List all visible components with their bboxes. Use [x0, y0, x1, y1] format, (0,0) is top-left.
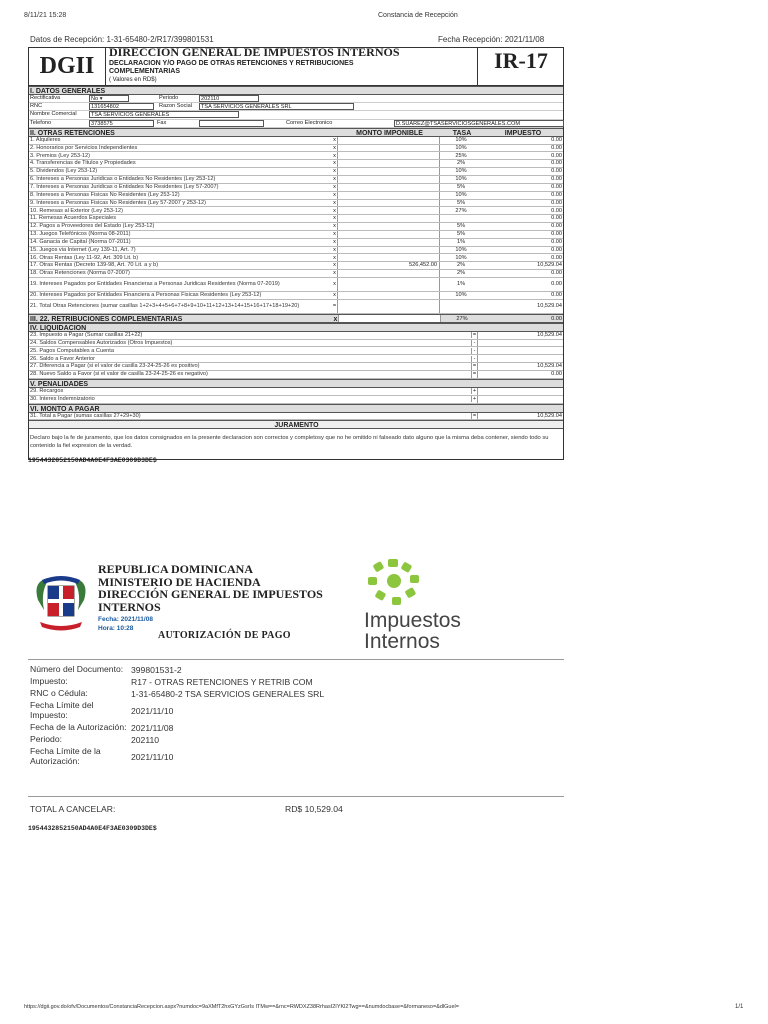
auth-row — [28, 746, 324, 768]
section-retribuciones — [29, 314, 563, 323]
auth-row — [28, 722, 324, 734]
retencion-row — [29, 200, 563, 208]
retencion-tasa: 1% — [456, 281, 466, 288]
retencion-monto[interactable] — [337, 145, 440, 152]
row-nombre-comercial — [29, 111, 563, 119]
retencion-monto[interactable] — [337, 215, 440, 222]
auth-line2: MINISTERIO DE HACIENDA — [98, 574, 261, 589]
retencion-desc: 3. Premios (Ley 253-12) — [30, 152, 91, 159]
retencion-operator: x — [333, 168, 336, 175]
retencion-impuesto: 0.00 — [551, 231, 562, 238]
retencion-monto[interactable] — [337, 292, 440, 299]
retencion-row — [29, 239, 563, 247]
retencion-monto[interactable] — [337, 231, 440, 238]
retencion-tasa: 10% — [455, 191, 467, 198]
retencion-desc: 8. Intereses a Personas Fisicas No Residentes (Ley 253-12) — [30, 191, 180, 198]
retencion-monto[interactable] — [337, 247, 440, 254]
retencion-impuesto: 0.00 — [551, 144, 562, 151]
retencion-monto[interactable] — [337, 223, 440, 230]
total-label: TOTAL A CANCELAR: — [30, 804, 116, 814]
auth-value: 399801531-2 — [131, 665, 182, 675]
penalidades-row — [29, 396, 563, 404]
retencion-impuesto: 0.00 — [551, 176, 562, 183]
retencion-desc: 17. Otras Rentas (Decreto 139-98, Art. 70 Lit. a y b) — [30, 262, 159, 269]
liquidacion-value[interactable]: 10,529.04 — [477, 363, 563, 370]
retencion-row — [29, 160, 563, 168]
retencion-operator: x — [333, 199, 336, 206]
retencion-desc: 21. Total Otras Retenciones (sumar casillas 1+2+3+4+5+6+7+8+9+10+11+12+13+14+15+16+17+18+19+20) — [30, 303, 300, 310]
section-datos-generales: I. DATOS GENERALES — [29, 86, 563, 95]
rnc-label: RNC — [30, 103, 43, 110]
monto-value[interactable]: 10,529.04 — [477, 413, 563, 420]
form-description: DECLARACION Y/O PAGO DE OTRAS RETENCIONES Y RETRIBUCIONES COMPLEMENTARIAS — [109, 60, 354, 75]
retencion-tasa: 10% — [455, 246, 467, 253]
retencion-row — [29, 231, 563, 239]
retencion-desc: 1. Alquileres — [30, 136, 61, 143]
monto-operator: = — [472, 412, 477, 419]
section-penalidades: V. PENALIDADES — [29, 379, 563, 388]
retencion-impuesto: 0.00 — [551, 152, 562, 159]
retencion-impuesto: 0.00 — [551, 199, 562, 206]
retencion-monto[interactable] — [337, 192, 440, 199]
retencion-impuesto: 0.00 — [551, 184, 562, 191]
total-value: RD$ 10,529.04 — [285, 804, 343, 814]
liquidacion-desc: 25. Pagos Computables a Cuenta — [30, 347, 114, 354]
retencion-monto[interactable] — [337, 176, 440, 183]
ir17-form — [28, 47, 564, 460]
retencion-row — [29, 270, 563, 278]
liquidacion-operator: - — [471, 340, 477, 346]
retencion-monto[interactable] — [337, 160, 440, 167]
retencion-tasa: 2% — [456, 160, 466, 167]
retencion-row — [29, 152, 563, 160]
retencion-desc: 12. Pagos a Proveedores del Estado (Ley 253-12) — [30, 223, 155, 230]
retencion-desc: 10. Remesas al Exterior (Ley 253-12) — [30, 207, 123, 214]
retencion-impuesto: 0.00 — [551, 246, 562, 253]
auth-timestamp — [98, 615, 153, 633]
auth-value: 2021/11/10 — [131, 706, 174, 716]
penalidades-value[interactable] — [477, 388, 563, 395]
retencion-impuesto: 0.00 — [551, 270, 562, 277]
liquidacion-row — [29, 332, 563, 340]
retencion-desc: 7. Intereses a Personas Juridicas o Entidades No Residentes (Ley 57-2007) — [30, 184, 219, 191]
valores-note: ( Valores en RD$) — [109, 77, 157, 83]
penalidades-desc: 30. Interes Indemnizatorio — [30, 395, 95, 402]
retencion-operator: x — [333, 246, 336, 253]
retenciones-table — [29, 137, 563, 314]
auth-label: Periodo: — [30, 734, 63, 744]
periodo-field[interactable]: 202110 — [199, 95, 259, 102]
retencion-operator: x — [333, 238, 336, 245]
auth-label: Fecha Límite del Impuesto: — [30, 700, 94, 720]
auth-value: 1-31-65480-2 TSA SERVICIOS GENERALES SRL — [131, 689, 325, 699]
retribuciones-operator: x — [333, 315, 338, 323]
retencion-row — [29, 254, 563, 262]
retencion-desc: 9. Intereses a Personas Fisicas No Residentes (Ley 57-2007 y 253-12) — [30, 199, 206, 206]
logo-text-line2: Internos — [364, 630, 440, 653]
retencion-operator: x — [333, 254, 336, 261]
retencion-impuesto: 10,529.04 — [537, 303, 562, 310]
retencion-operator: x — [333, 231, 336, 238]
telefono-label: Telefono — [30, 119, 52, 126]
auth-label: Impuesto: — [30, 676, 68, 686]
liquidacion-operator: = — [472, 363, 477, 370]
retencion-tasa: 2% — [456, 262, 466, 269]
auth-details — [28, 664, 324, 768]
retencion-tasa: 10% — [455, 168, 467, 175]
retencion-impuesto: 0.00 — [551, 191, 562, 198]
auth-fecha: Fecha: 2021/11/08 — [98, 616, 153, 623]
section-otras-retenciones — [29, 128, 563, 137]
verification-code-1: 1954432852150AD4A0E4F3AE0309D3DE$ — [28, 457, 157, 464]
retencion-tasa: 5% — [456, 199, 466, 206]
retencion-desc: 18. Otras Retenciones (Norma 07-2007) — [30, 270, 130, 277]
liquidacion-value[interactable]: 0.00 — [477, 371, 563, 378]
retencion-tasa: 27% — [455, 207, 467, 214]
retencion-monto[interactable] — [337, 137, 440, 144]
dgii-logo: DGII — [29, 48, 106, 85]
nombre-comercial-field[interactable]: TSA SERVICIOS GENERALES — [89, 111, 239, 118]
retencion-monto[interactable] — [337, 184, 440, 191]
auth-row — [28, 688, 324, 700]
liquidacion-desc: 28. Nuevo Saldo a Favor (si el valor de casilla 23-24-25-26 es negativo) — [30, 371, 208, 378]
total-divider — [28, 796, 564, 797]
retribuciones-monto[interactable] — [338, 315, 441, 322]
penalidades-value[interactable] — [477, 396, 563, 403]
retencion-operator: x — [333, 160, 336, 167]
auth-line1: REPUBLICA DOMINICANA — [98, 562, 254, 576]
retencion-tasa: 5% — [456, 223, 466, 230]
monto-table — [29, 413, 563, 421]
retencion-monto[interactable] — [337, 152, 440, 159]
retencion-monto[interactable] — [337, 239, 440, 246]
org-name: DIRECCION GENERAL DE IMPUESTOS INTERNOS — [109, 45, 400, 59]
auth-row — [28, 676, 324, 688]
monto-row — [29, 413, 563, 421]
liquidacion-row — [29, 371, 563, 379]
col-monto-imponible: MONTO IMPONIBLE — [356, 129, 423, 137]
auth-label: RNC o Cédula: — [30, 688, 88, 698]
rectificativa-label: Rectificativa — [30, 95, 61, 101]
retencion-monto[interactable] — [337, 278, 440, 291]
liquidacion-desc: 27. Diferencia a Pagar (si el valor de casilla 23-24-25-26 es positivo) — [30, 363, 200, 370]
print-title: Constancia de Recepción — [378, 12, 458, 19]
retencion-operator: x — [333, 184, 336, 191]
retencion-impuesto: 0.00 — [551, 168, 562, 175]
auth-line4: INTERNOS — [98, 599, 161, 614]
liquidacion-value[interactable]: 10,529.04 — [477, 332, 563, 339]
auth-value: R17 - OTRAS RETENCIONES Y RETRIB COM — [131, 677, 313, 687]
retencion-operator: x — [333, 281, 336, 288]
retencion-operator: x — [333, 292, 336, 299]
retencion-desc: 20. Intereses Pagados por Entidades Financiera a Personas Fisicas Residentes (Ley 253-12) — [30, 292, 262, 299]
section-monto-pagar: VI. MONTO A PAGAR — [29, 404, 563, 413]
liquidacion-desc: 23. Impuesto a Pagar (Sumar casillas 21+22) — [30, 331, 143, 338]
liquidacion-value[interactable] — [477, 347, 563, 354]
retencion-row — [29, 223, 563, 231]
retencion-row — [29, 247, 563, 255]
fax-label: Fax — [157, 119, 167, 126]
row-telefono — [29, 120, 563, 128]
rnc-field[interactable]: 131654802 — [89, 103, 154, 110]
auth-heading — [98, 563, 323, 613]
section-retenciones-title: II. OTRAS RETENCIONES — [30, 129, 115, 137]
retencion-row — [29, 137, 563, 145]
page-number: 1/1 — [735, 1004, 744, 1010]
retencion-operator: x — [333, 176, 336, 183]
retencion-tasa: 1% — [456, 238, 466, 245]
auth-divider — [28, 659, 564, 660]
periodo-label: Periodo — [159, 95, 179, 101]
retencion-row — [29, 192, 563, 200]
row-rectificativa — [29, 95, 563, 103]
retencion-impuesto: 0.00 — [551, 292, 562, 299]
retencion-operator: x — [333, 152, 336, 159]
nombre-comercial-label: Nombre Comercial — [30, 111, 77, 118]
col-impuesto: IMPUESTO — [504, 129, 542, 137]
retencion-impuesto: 10,529.04 — [537, 262, 562, 269]
retencion-row — [29, 262, 563, 270]
fecha-recepcion: Fecha Recepción: 2021/11/08 — [438, 35, 545, 44]
auth-row — [28, 664, 324, 676]
rectificativa-select[interactable]: No ▾ — [89, 95, 129, 102]
retencion-impuesto: 0.00 — [551, 160, 562, 167]
liquidacion-row — [29, 363, 563, 371]
liquidacion-value[interactable] — [477, 355, 563, 362]
retencion-row — [29, 300, 563, 314]
retencion-tasa: 10% — [455, 136, 467, 143]
retencion-desc: 5. Dividendos (Ley 253-12) — [30, 168, 98, 175]
retencion-tasa: 5% — [456, 184, 466, 191]
liquidacion-row — [29, 340, 563, 348]
auth-row — [28, 734, 324, 746]
retencion-tasa: 10% — [455, 144, 467, 151]
auth-row — [28, 700, 324, 722]
retencion-operator: x — [333, 144, 336, 151]
footer-url[interactable]: https://dgii.gov.do/ofv/Documentos/ConstanciaRecepcion.aspx?numdoc=9aXMfT2hxGYzGsrIs ITMw==&rnc=RWDXZ38RrhasI2IYKl2Twg==&numdocbase=&formaneso=&dlGuel= — [24, 1004, 459, 1010]
retencion-monto[interactable] — [337, 270, 440, 277]
row-rnc — [29, 103, 563, 111]
logo-text — [364, 610, 461, 652]
correo-label: Correo Electronico — [286, 119, 333, 126]
retencion-operator: x — [333, 191, 336, 198]
retencion-operator: x — [333, 136, 336, 143]
monto-desc: 31. Total a Pagar (sumas casillas 27+29+30) — [30, 412, 141, 419]
auth-line3: DIRECCIÓN GENERAL DE IMPUESTOS — [98, 587, 323, 601]
retencion-desc: 15. Juegos via Internet (Ley 139-11, Art. 7) — [30, 246, 136, 253]
liquidacion-row — [29, 355, 563, 363]
retencion-monto[interactable]: 526,452.00 — [337, 262, 440, 269]
juramento-title: JURAMENTO — [29, 420, 563, 429]
retencion-impuesto: 0.00 — [551, 254, 562, 261]
retencion-impuesto: 0.00 — [551, 136, 562, 143]
retencion-operator: = — [332, 303, 337, 310]
retribuciones-tasa: 27% — [456, 315, 468, 322]
section-liquidacion: IV. LIQUIDACION — [29, 323, 563, 332]
retencion-operator: x — [333, 270, 336, 277]
impuestos-internos-logo — [362, 557, 426, 609]
logo-text-line1: Impuestos — [364, 609, 461, 632]
penalidades-table — [29, 388, 563, 404]
form-header — [29, 45, 563, 86]
retencion-monto[interactable] — [337, 300, 440, 313]
auth-value: 2021/11/08 — [131, 723, 174, 733]
retencion-row — [29, 168, 563, 176]
telefono-field[interactable]: 3738575 — [89, 120, 154, 127]
razon-social-field[interactable]: TSA SERVICIOS GENERALES SRL — [199, 103, 354, 110]
retencion-monto[interactable] — [337, 207, 440, 214]
retencion-row — [29, 184, 563, 192]
retencion-tasa: 5% — [456, 231, 466, 238]
liquidacion-table — [29, 332, 563, 379]
auth-label: Número del Documento: — [30, 664, 124, 674]
retencion-operator: x — [333, 207, 336, 214]
razon-social-label: Razon Social — [159, 103, 192, 110]
penalidades-row — [29, 388, 563, 396]
retencion-desc: 6. Intereses a Personas Juridicas o Entidades No Residentes (Ley 253-12) — [30, 176, 216, 183]
retencion-monto[interactable] — [337, 168, 440, 175]
auth-hora: Hora: 10:28 — [98, 625, 134, 632]
retencion-impuesto: 0.00 — [551, 207, 562, 214]
fax-field[interactable] — [199, 120, 264, 127]
retencion-desc: 16. Otras Rentas (Ley 11-92, Art. 309 Lit. b) — [30, 254, 139, 261]
liquidacion-desc: 24. Saldos Compensables Autorizados (Otros Impuestos) — [30, 339, 173, 346]
retencion-desc: 14. Ganacia de Capital (Norma 07-2011) — [30, 238, 131, 245]
auth-title: AUTORIZACIÓN DE PAGO — [158, 630, 291, 641]
retencion-desc: 13. Juegos Telefónicos (Norma 08-2011) — [30, 231, 131, 238]
liquidacion-value[interactable] — [477, 340, 563, 347]
retencion-desc: 19. Intereses Pagados por Entidades Financieras a Personas Juridicas Residentes (Norma 07-2019) — [30, 281, 280, 288]
retencion-row — [29, 145, 563, 153]
retencion-monto[interactable] — [337, 254, 440, 261]
retencion-impuesto: 0.00 — [551, 281, 562, 288]
retencion-impuesto: 0.00 — [551, 238, 562, 245]
penalidades-desc: 29. Recargos — [30, 388, 64, 395]
retencion-row — [29, 207, 563, 215]
retencion-row — [29, 176, 563, 184]
retencion-tasa: 10% — [455, 176, 467, 183]
retencion-operator: x — [333, 215, 336, 222]
print-datetime: 8/11/21 15:28 — [24, 12, 67, 19]
penalidades-operator: + — [472, 388, 477, 395]
liquidacion-operator: - — [471, 356, 477, 362]
retencion-monto[interactable] — [337, 200, 440, 207]
col-tasa: TASA — [452, 129, 472, 137]
auth-value: 2021/11/10 — [131, 752, 174, 762]
retencion-tasa: 25% — [455, 152, 467, 159]
retencion-impuesto: 0.00 — [551, 215, 562, 222]
form-code: IR-17 — [477, 48, 564, 85]
retencion-operator: x — [333, 223, 336, 230]
penalidades-operator: + — [472, 395, 477, 402]
juramento-text: Declaro bajo la fe de juramento, que los datos consignados en la presente declaracion son correctos y completosy que no he omitido ni falseado dato alguno que la misma deba contener, siendo todo su contenido la fiel expresion de la verdad. — [30, 435, 549, 450]
retencion-row — [29, 278, 563, 292]
retribuciones-impuesto: 0.00 — [551, 315, 562, 322]
verification-code-2: 1954432852150AD4A0E4F3AE0309D3DE$ — [28, 825, 157, 832]
auth-label: Fecha Límite de la Autorización: — [30, 746, 101, 766]
coat-of-arms-logo — [30, 570, 92, 638]
liquidacion-operator: = — [472, 371, 477, 378]
liquidacion-operator: - — [471, 348, 477, 354]
retencion-operator: x — [333, 262, 336, 269]
retencion-impuesto: 0.00 — [551, 223, 562, 230]
retencion-row — [29, 292, 563, 300]
retencion-tasa: 2% — [456, 270, 466, 277]
retencion-tasa: 10% — [455, 292, 467, 299]
correo-field[interactable]: D.SUAREZ@TSASERVICIOSGENERALES.COM — [394, 120, 564, 127]
liquidacion-desc: 26. Saldo a Favor Anterior — [30, 355, 95, 362]
retencion-desc: 4. Transferencias de Titulos y Propiedades — [30, 160, 136, 167]
liquidacion-row — [29, 347, 563, 355]
section-retribuciones-title: III. 22. RETRIBUCIONES COMPLEMENTARIAS — [30, 315, 183, 323]
retencion-row — [29, 215, 563, 223]
auth-label: Fecha de la Autorización: — [30, 722, 127, 732]
retencion-desc: 11. Remesas Acuerdos Especiales — [30, 215, 117, 222]
auth-value: 202110 — [131, 735, 160, 745]
retencion-tasa: 10% — [455, 254, 467, 261]
retencion-desc: 2. Honorarios por Servicios Independientes — [30, 144, 138, 151]
datos-recepcion: Datos de Recepción: 1-31-65480-2/R17/399801531 — [30, 35, 214, 44]
liquidacion-operator: = — [472, 331, 477, 338]
